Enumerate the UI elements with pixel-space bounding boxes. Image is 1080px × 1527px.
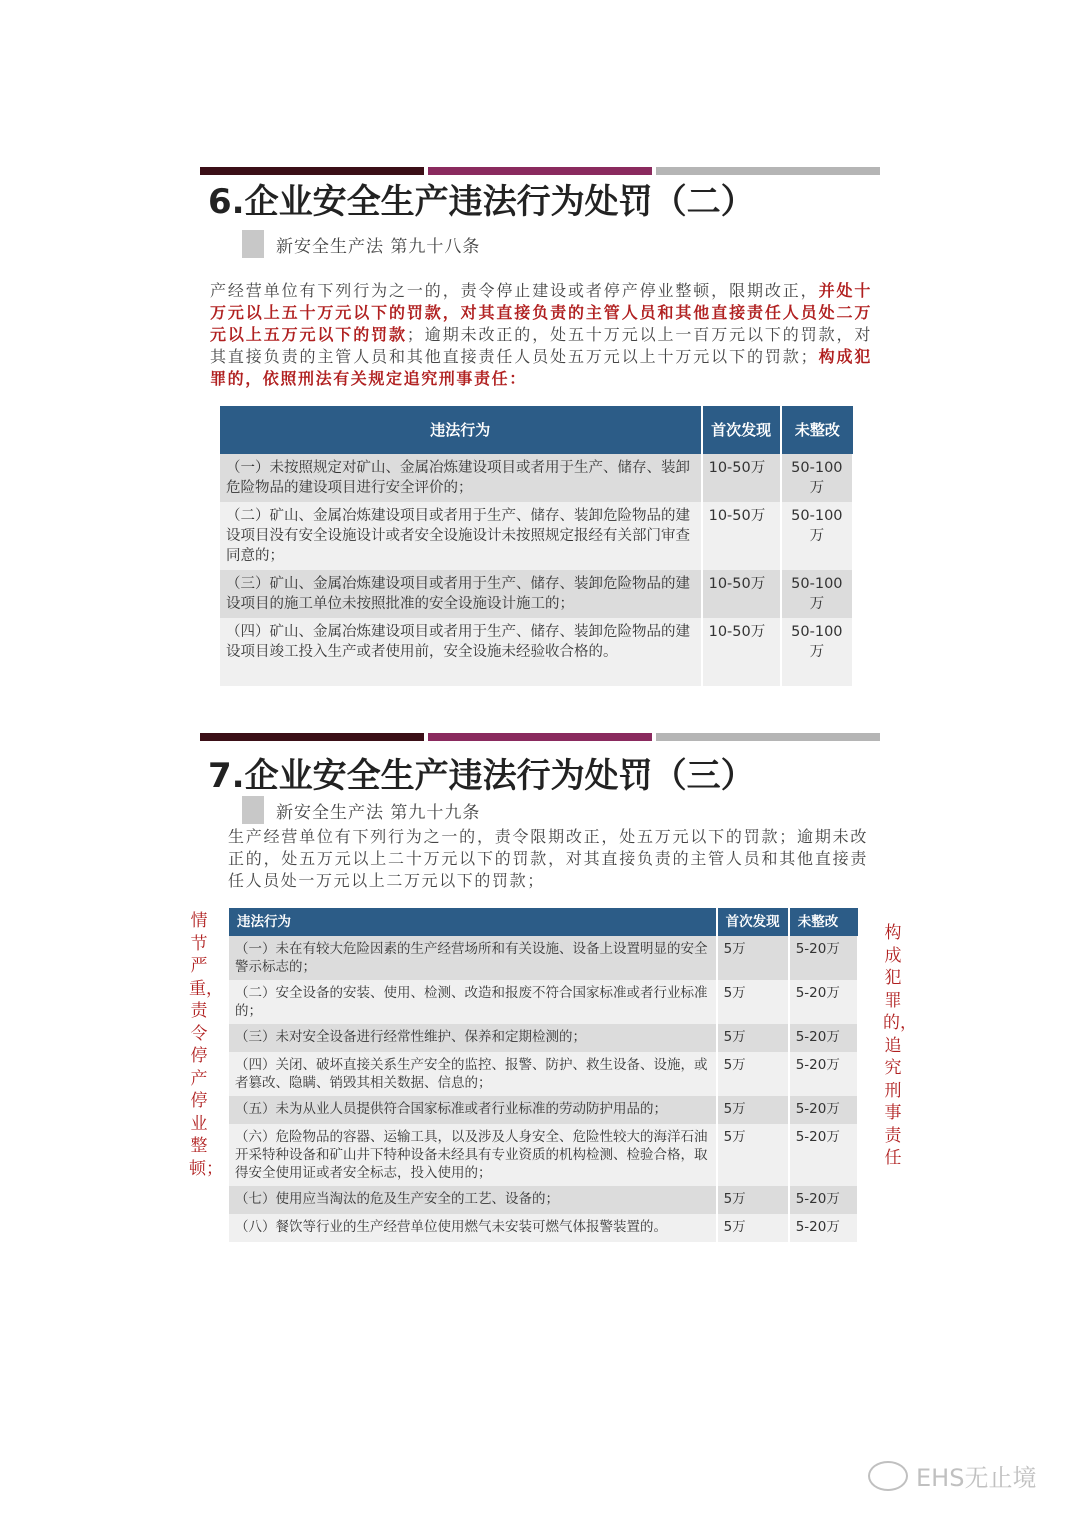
first-fine-cell: 5万 (717, 1186, 789, 1214)
table-row (229, 980, 858, 1024)
uncorrected-fine-cell: 5-20万 (789, 1124, 858, 1186)
para-text: ；逾期未改正的，处五十万元以上一百万元以下的罚款，对其直接负责的主管人员和其他直接责任人员处五万元以上十万元以下的罚款； (210, 325, 872, 366)
watermark (868, 1458, 1036, 1493)
left-side-note: 情节严重，责令停产停业整顿； (189, 911, 223, 1179)
uncorrected-fine-cell: 50-100万 (781, 570, 853, 618)
first-fine-cell: 10-50万 (702, 502, 781, 570)
first-fine-cell: 10-50万 (702, 454, 781, 502)
section7-law-ref (242, 796, 480, 824)
uncorrected-fine-cell: 5-20万 (789, 1186, 858, 1214)
violation-cell: （八）餐饮等行业的生产经营单位使用燃气未安装可燃气体报警装置的。 (229, 1214, 717, 1242)
table-row (220, 570, 853, 618)
section7-paragraph: 生产经营单位有下列行为之一的，责令限期改正，处五万元以下的罚款；逾期未改正的，处五万元以上二十万元以下的罚款，对其直接负责的主管人员和其他直接责任人员处一万元以上二万元以下的罚款； (228, 827, 868, 890)
first-fine-cell: 5万 (717, 1124, 789, 1186)
violation-cell: （七）使用应当淘汰的危及生产安全的工艺、设备的； (229, 1186, 717, 1214)
header-violation: 违法行为 (220, 406, 702, 454)
first-fine-cell: 5万 (717, 1024, 789, 1052)
table-row (229, 936, 858, 980)
uncorrected-fine-cell: 5-20万 (789, 980, 858, 1024)
law-ref-text: 新安全生产法 第九十八条 (276, 236, 481, 257)
violation-cell: （三）矿山、金属冶炼建设项目或者用于生产、储存、装卸危险物品的建设项目的施工单位未按照批准的安全设施设计施工的； (220, 570, 702, 618)
table-row (220, 502, 853, 570)
first-fine-cell: 5万 (717, 1052, 789, 1096)
right-side-note: 构成犯罪的，追究刑事责任 (883, 923, 917, 1168)
header-uncorrected: 未整改 (789, 908, 858, 936)
violation-cell: （二）安全设备的安装、使用、检测、改造和报废不符合国家标准或者行业标准的； (229, 980, 717, 1024)
section6-penalty-table (220, 406, 854, 686)
table-row (229, 1052, 858, 1096)
watermark-text: EHS无止境 (916, 1464, 1037, 1492)
uncorrected-fine-cell: 5-20万 (789, 1096, 858, 1124)
table-row (229, 1214, 858, 1242)
uncorrected-fine-cell: 50-100万 (781, 502, 853, 570)
violation-cell: （二）矿山、金属冶炼建设项目或者用于生产、储存、装卸危险物品的建设项目没有安全设施设计或者安全设施设计未按照规定报经有关部门审查同意的； (220, 502, 702, 570)
first-fine-cell: 5万 (717, 1214, 789, 1242)
para-text: 产经营单位有下列行为之一的，责令停止建设或者停产停业整顿，限期改正， (210, 281, 819, 300)
header-uncorrected: 未整改 (781, 406, 853, 454)
section6-title: 6.企业安全生产违法行为处罚（二） (208, 182, 755, 222)
uncorrected-fine-cell: 5-20万 (789, 1214, 858, 1242)
uncorrected-fine-cell: 5-20万 (789, 1052, 858, 1096)
section7-header-bars (200, 733, 880, 741)
violation-cell: （一）未按照规定对矿山、金属冶炼建设项目或者用于生产、储存、装卸危险物品的建设项目进行安全评价的； (220, 454, 702, 502)
table-row (229, 1186, 858, 1214)
header-first-found: 首次发现 (717, 908, 789, 936)
first-fine-cell: 5万 (717, 936, 789, 980)
wechat-icon (868, 1461, 908, 1491)
first-fine-cell: 10-50万 (702, 570, 781, 618)
section6-paragraph (210, 280, 872, 390)
first-fine-cell: 10-50万 (702, 618, 781, 686)
violation-cell: （五）未为从业人员提供符合国家标准或者行业标准的劳动防护用品的； (229, 1096, 717, 1124)
first-fine-cell: 5万 (717, 1096, 789, 1124)
law-ref-text: 新安全生产法 第九十九条 (276, 802, 481, 823)
table-row (229, 1096, 858, 1124)
violation-cell: （三）未对安全设备进行经常性维护、保养和定期检测的； (229, 1024, 717, 1052)
section6-law-ref (242, 230, 480, 258)
violation-cell: （一）未在有较大危险因素的生产经营场所和有关设施、设备上设置明显的安全警示标志的； (229, 936, 717, 980)
table-row (229, 1024, 858, 1052)
uncorrected-fine-cell: 5-20万 (789, 936, 858, 980)
uncorrected-fine-cell: 50-100万 (781, 618, 853, 686)
table-row (229, 1124, 858, 1186)
violation-cell: （四）矿山、金属冶炼建设项目或者用于生产、储存、装卸危险物品的建设项目竣工投入生产或者使用前，安全设施未经验收合格的。 (220, 618, 702, 686)
bullet-square-icon (242, 796, 264, 824)
header-first-found: 首次发现 (702, 406, 781, 454)
section7-penalty-table (229, 908, 859, 1242)
uncorrected-fine-cell: 50-100万 (781, 454, 853, 502)
violation-cell: （四）关闭、破坏直接关系生产安全的监控、报警、防护、救生设备、设施，或者篡改、隐瞒、销毁其相关数据、信息的； (229, 1052, 717, 1096)
para-red-text: 构成犯罪的，依照刑法有关规定追究刑事责任： (210, 347, 872, 388)
uncorrected-fine-cell: 5-20万 (789, 1024, 858, 1052)
table-row (220, 454, 853, 502)
bullet-square-icon (242, 230, 264, 258)
first-fine-cell: 5万 (717, 980, 789, 1024)
table-row (220, 618, 853, 686)
header-violation: 违法行为 (229, 908, 717, 936)
section7-title: 7.企业安全生产违法行为处罚（三） (208, 756, 755, 796)
para-red-text: 并处十万元以上五十万元以下的罚款，对其直接负责的主管人员和其他直接责任人员处二万元以上五万元以下的罚款 (210, 281, 872, 344)
violation-cell: （六）危险物品的容器、运输工具，以及涉及人身安全、危险性较大的海洋石油开采特种设备和矿山井下特种设备未经具有专业资质的机构检测、检验合格，取得安全使用证或者安全标志，投入使用的； (229, 1124, 717, 1186)
